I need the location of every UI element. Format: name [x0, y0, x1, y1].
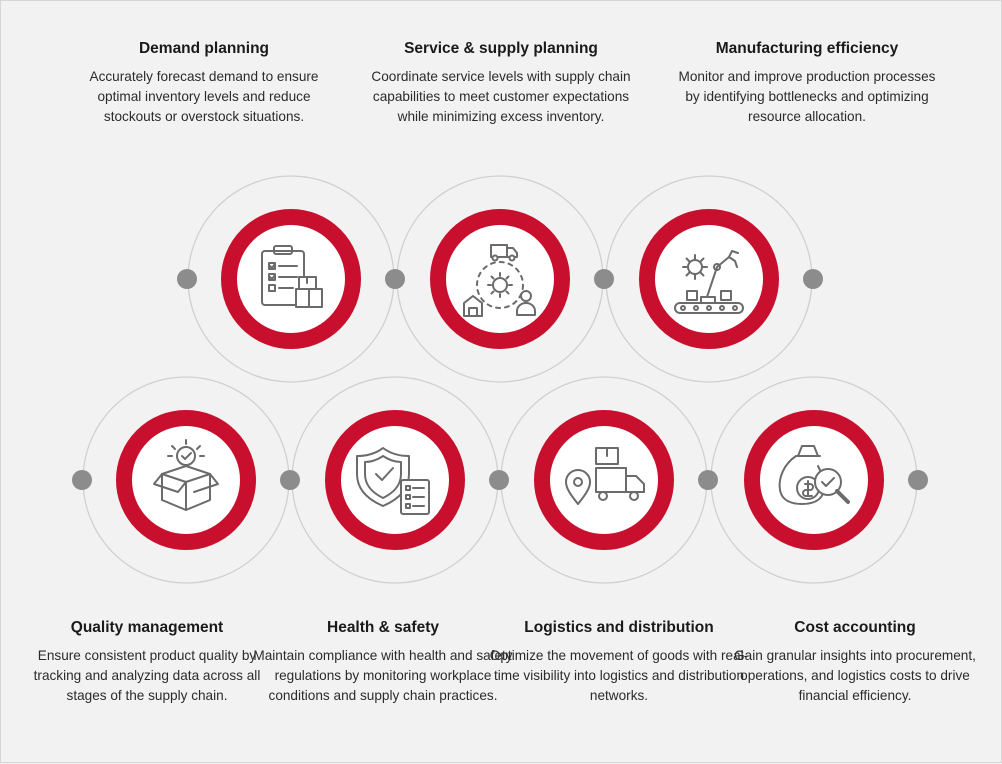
connector-dot	[280, 470, 300, 490]
connector-dot	[72, 470, 92, 490]
connector-dot	[385, 269, 405, 289]
item-description: Optimize the movement of goods with real-time visibility into logistics and distribution networks.	[489, 648, 749, 703]
item-title: Demand planning	[138, 40, 270, 57]
item-block-quality-management	[17, 619, 277, 706]
node-7	[752, 418, 876, 542]
item-title: Quality management	[70, 619, 224, 636]
accent-ring	[124, 418, 248, 542]
node-5	[333, 418, 457, 542]
node-6	[542, 418, 666, 542]
item-description: Ensure consistent product quality by tracking and analyzing data across all stages of the supply chain.	[33, 648, 261, 703]
item-block-manufacturing-efficiency	[677, 40, 937, 127]
node-2	[438, 217, 562, 341]
accent-ring	[647, 217, 771, 341]
item-description: Maintain compliance with health and safety regulations by monitoring workplace conditions and supply chain practices.	[253, 648, 513, 703]
connector-dot	[698, 470, 718, 490]
item-title: Health & safety	[327, 619, 439, 636]
connector-dot	[177, 269, 197, 289]
item-block-cost-accounting	[725, 619, 985, 706]
accent-ring	[229, 217, 353, 341]
item-title: Service & supply planning	[404, 40, 598, 57]
item-title: Manufacturing efficiency	[715, 40, 899, 57]
item-block-logistics-distribution	[489, 619, 749, 706]
node-4	[124, 418, 248, 542]
item-title: Cost accounting	[794, 619, 916, 636]
item-description: Monitor and improve production processes by identifying bottlenecks and optimizing resource allocation.	[678, 69, 936, 124]
item-block-demand-planning	[74, 40, 334, 127]
node-1	[229, 217, 353, 341]
item-block-health-safety	[253, 619, 513, 706]
item-block-service-supply-planning	[371, 40, 631, 127]
connector-dot	[803, 269, 823, 289]
connector-dot	[489, 470, 509, 490]
item-description: Accurately forecast demand to ensure optimal inventory levels and reduce stockouts or overstock situations.	[89, 69, 319, 124]
item-title: Logistics and distribution	[524, 619, 714, 636]
node-3	[647, 217, 771, 341]
accent-ring	[542, 418, 666, 542]
connector-dot	[594, 269, 614, 289]
accent-ring	[333, 418, 457, 542]
item-description: Gain granular insights into procurement, operations, and logistics costs to drive financial efficiency.	[734, 648, 976, 703]
connector-dot	[908, 470, 928, 490]
item-description: Coordinate service levels with supply chain capabilities to meet customer expectations while minimizing excess inventory.	[371, 69, 631, 124]
